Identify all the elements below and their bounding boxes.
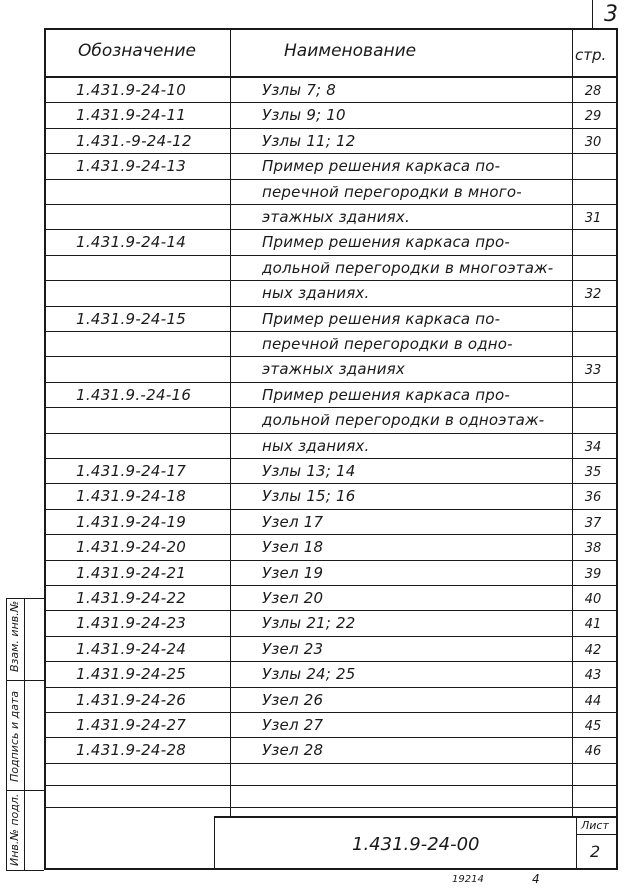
row-designation: 1.431.9-24-24 bbox=[76, 639, 187, 658]
row-page: 43 bbox=[584, 668, 602, 684]
row-name: дольной перегородки в многоэтаж- bbox=[262, 258, 554, 277]
row-page: 45 bbox=[584, 719, 602, 734]
row-page: 29 bbox=[584, 109, 602, 125]
stamp-document-code: 1.431.9-24-00 bbox=[352, 834, 480, 855]
header-designation: Обозначение bbox=[78, 41, 196, 61]
row-page: 32 bbox=[584, 287, 602, 303]
binding-strip-bottom bbox=[6, 870, 44, 871]
row-page: 37 bbox=[584, 515, 602, 531]
row-name: Узел 28 bbox=[262, 741, 324, 760]
header-bottom-line bbox=[44, 76, 618, 78]
row-page: 34 bbox=[584, 439, 602, 455]
row-name: Узел 23 bbox=[262, 639, 324, 658]
row-name: Узлы 21; 22 bbox=[262, 614, 356, 633]
side-label-inv-no: Инв.№ подл. bbox=[8, 793, 21, 866]
row-bottom-line bbox=[44, 179, 618, 180]
stamp-sheet-number: 2 bbox=[590, 842, 601, 861]
row-bottom-line bbox=[44, 661, 618, 662]
row-name: дольной перегородки в одноэтаж- bbox=[262, 411, 545, 430]
row-bottom-line bbox=[44, 585, 618, 586]
empty-row-line bbox=[44, 785, 618, 786]
row-name: Узел 18 bbox=[262, 538, 324, 557]
row-bottom-line bbox=[44, 737, 618, 738]
row-bottom-line bbox=[44, 128, 618, 129]
row-name: Узел 26 bbox=[262, 690, 324, 709]
row-name: Узлы 15; 16 bbox=[262, 487, 356, 506]
row-designation: 1.431.9-24-26 bbox=[76, 690, 187, 709]
row-page: 42 bbox=[584, 642, 602, 658]
row-name: Пример решения каркаса по- bbox=[262, 309, 501, 328]
row-bottom-line bbox=[44, 356, 618, 357]
row-bottom-line bbox=[44, 204, 618, 205]
binding-strip-divider-2 bbox=[6, 790, 44, 791]
row-name: этажных зданиях bbox=[262, 360, 405, 379]
footer-right-mark: 4 bbox=[532, 872, 540, 886]
row-name: Пример решения каркаса про- bbox=[262, 385, 510, 404]
row-bottom-line bbox=[44, 560, 618, 561]
row-name: Узлы 7; 8 bbox=[262, 81, 337, 99]
row-designation: 1.431.9-24-27 bbox=[76, 716, 187, 734]
row-name: Узел 19 bbox=[262, 563, 324, 582]
row-page: 40 bbox=[584, 592, 602, 607]
row-name: Узел 27 bbox=[262, 716, 324, 734]
row-name: ных зданиях. bbox=[262, 284, 370, 303]
row-bottom-line bbox=[44, 534, 618, 535]
row-bottom-line bbox=[44, 306, 618, 307]
row-bottom-line bbox=[44, 712, 618, 713]
row-page: 30 bbox=[584, 134, 602, 150]
row-designation: 1.431.9-24-23 bbox=[76, 614, 187, 633]
row-bottom-line bbox=[44, 610, 618, 611]
stamp-top-line bbox=[214, 816, 618, 818]
row-page: 41 bbox=[584, 617, 602, 633]
row-designation: 1.431.9-24-25 bbox=[76, 665, 187, 684]
row-designation: 1.431.9-24-14 bbox=[76, 233, 187, 252]
row-name: Пример решения каркаса про- bbox=[262, 233, 510, 252]
row-page: 44 bbox=[584, 693, 602, 709]
header-name: Наименование bbox=[284, 41, 417, 61]
row-page: 35 bbox=[584, 465, 602, 480]
side-label-signature-date: Подпись и дата bbox=[8, 690, 21, 782]
row-bottom-line bbox=[44, 687, 618, 688]
row-name: Узлы 24; 25 bbox=[262, 665, 356, 684]
side-label-replaces-inv: Взам. инв.№ bbox=[8, 600, 21, 672]
row-bottom-line bbox=[44, 331, 618, 332]
row-designation: 1.431.9-24-11 bbox=[76, 106, 187, 125]
row-designation: 1.431.9-24-10 bbox=[76, 81, 187, 99]
row-page: 31 bbox=[584, 211, 602, 226]
binding-strip-inner bbox=[24, 598, 25, 870]
row-designation: 1.431.9-24-13 bbox=[76, 157, 187, 176]
row-bottom-line bbox=[44, 458, 618, 459]
row-name: Узел 20 bbox=[262, 589, 324, 607]
row-designation: 1.431.9-24-28 bbox=[76, 741, 187, 760]
row-page: 36 bbox=[584, 490, 602, 506]
row-name: этажных зданиях. bbox=[262, 208, 410, 226]
row-designation: 1.431.9.-24-16 bbox=[76, 385, 192, 404]
row-bottom-line bbox=[44, 433, 618, 434]
stamp-sheet-label-line bbox=[576, 834, 618, 835]
column-divider-1 bbox=[230, 28, 231, 816]
row-designation: 1.431.9-24-19 bbox=[76, 512, 187, 531]
binding-strip-outer bbox=[6, 598, 7, 870]
row-bottom-line bbox=[44, 763, 618, 764]
column-divider-2 bbox=[572, 28, 573, 816]
stamp-sheet-label: Лист bbox=[581, 819, 609, 832]
row-name: Узлы 9; 10 bbox=[262, 106, 346, 125]
row-bottom-line bbox=[44, 636, 618, 637]
row-page: 39 bbox=[584, 566, 602, 582]
row-name: Пример решения каркаса по- bbox=[262, 157, 501, 176]
row-name: ных зданиях. bbox=[262, 436, 370, 455]
empty-row-line bbox=[44, 807, 618, 808]
row-bottom-line bbox=[44, 153, 618, 154]
binding-strip-divider-1 bbox=[6, 680, 44, 681]
row-bottom-line bbox=[44, 483, 618, 484]
row-name: Узлы 13; 14 bbox=[262, 462, 356, 480]
binding-strip-top bbox=[6, 598, 44, 599]
row-page: 33 bbox=[584, 363, 602, 379]
footer-left-mark: 19214 bbox=[452, 874, 484, 885]
row-designation: 1.431.9-24-15 bbox=[76, 309, 187, 328]
stamp-sheet-divider bbox=[576, 816, 577, 870]
row-name: перечной перегородки в одно- bbox=[262, 335, 513, 353]
row-bottom-line bbox=[44, 509, 618, 510]
stamp-left-line bbox=[214, 816, 215, 870]
row-bottom-line bbox=[44, 280, 618, 281]
row-bottom-line bbox=[44, 407, 618, 408]
row-page: 46 bbox=[584, 744, 602, 760]
row-bottom-line bbox=[44, 102, 618, 103]
row-bottom-line bbox=[44, 382, 618, 383]
row-designation: 1.431.9-24-21 bbox=[76, 563, 187, 582]
row-designation: 1.431.9-24-22 bbox=[76, 589, 187, 607]
header-page: стр. bbox=[575, 46, 607, 64]
row-designation: 1.431.9-24-18 bbox=[76, 487, 187, 506]
row-name: Узел 17 bbox=[262, 512, 324, 531]
row-name: Узлы 11; 12 bbox=[262, 131, 356, 150]
row-page: 28 bbox=[584, 84, 602, 99]
row-designation: 1.431.-9-24-12 bbox=[76, 131, 192, 150]
row-designation: 1.431.9-24-17 bbox=[76, 462, 187, 480]
row-name: перечной перегородки в много- bbox=[262, 182, 522, 201]
row-page: 38 bbox=[584, 541, 602, 557]
row-designation: 1.431.9-24-20 bbox=[76, 538, 187, 557]
row-bottom-line bbox=[44, 255, 618, 256]
corner-sheet-number: 3 bbox=[604, 2, 618, 27]
row-bottom-line bbox=[44, 229, 618, 230]
